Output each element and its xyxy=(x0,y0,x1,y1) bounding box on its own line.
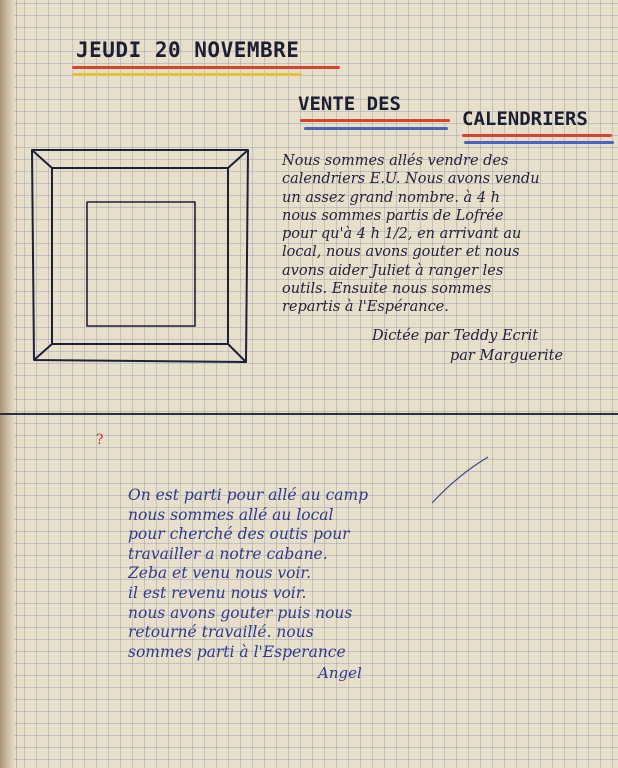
entry-divider-line xyxy=(0,413,618,415)
title1-underline-blue xyxy=(304,127,448,130)
entry1-signature-line2: par Marguerite xyxy=(450,348,564,364)
entry2-line: il est revenu nous voir. xyxy=(128,583,307,602)
entry2-line: nous avons gouter puis nous xyxy=(128,603,353,622)
entry2-signature: Angel xyxy=(318,664,362,682)
drawn-frame-illustration xyxy=(30,148,252,366)
entry1-line: un assez grand nombre. à 4 h xyxy=(282,189,500,206)
entry1-line: calendriers E.U. Nous avons vendu xyxy=(282,171,540,188)
entry1-signature xyxy=(372,326,608,366)
entry2-line: On est parti pour allé au camp xyxy=(128,486,369,504)
red-question-mark: ? xyxy=(96,432,104,448)
page-binding xyxy=(0,0,14,768)
entry1-line: outils. Ensuite nous sommes xyxy=(282,281,492,298)
entry1-line: nous sommes partis de Lofrée xyxy=(282,207,504,224)
entry1-line: Nous sommes allés vendre des xyxy=(282,153,509,169)
entry2-line: pour cherché des outis pour xyxy=(128,525,350,544)
title2-underline-blue xyxy=(464,141,614,144)
margin-line xyxy=(16,0,17,768)
entry2-line: retourné travaillé. nous xyxy=(128,623,314,642)
entry1-line: local, nous avons gouter et nous xyxy=(282,244,520,261)
title1-underline-red xyxy=(300,119,450,122)
title-part-1: VENTE DES xyxy=(298,93,401,115)
entry-date-heading: JEUDI 20 NOVEMBRE xyxy=(76,38,300,62)
entry2-text xyxy=(128,486,598,662)
entry1-signature-line1: Dictée par Teddy Ecrit xyxy=(372,328,539,344)
entry2-line: travailler a notre cabane. xyxy=(128,544,328,563)
entry1-line: avons aider Juliet à ranger les xyxy=(282,262,504,279)
title-part-2: CALENDRIERS xyxy=(462,108,588,130)
date-underline-red xyxy=(72,66,340,69)
entry2-line: nous sommes allé au local xyxy=(128,505,334,524)
entry2-line: sommes parti à l'Esperance xyxy=(128,642,346,661)
entry1-line: pour qu'à 4 h 1/2, en arrivant au xyxy=(282,226,522,243)
date-underline-yellow xyxy=(72,73,302,76)
entry1-line: repartis à l'Espérance. xyxy=(282,299,449,316)
entry2-line: Zeba et venu nous voir. xyxy=(128,564,312,583)
entry1-text xyxy=(282,152,612,317)
title2-underline-red xyxy=(462,134,612,137)
